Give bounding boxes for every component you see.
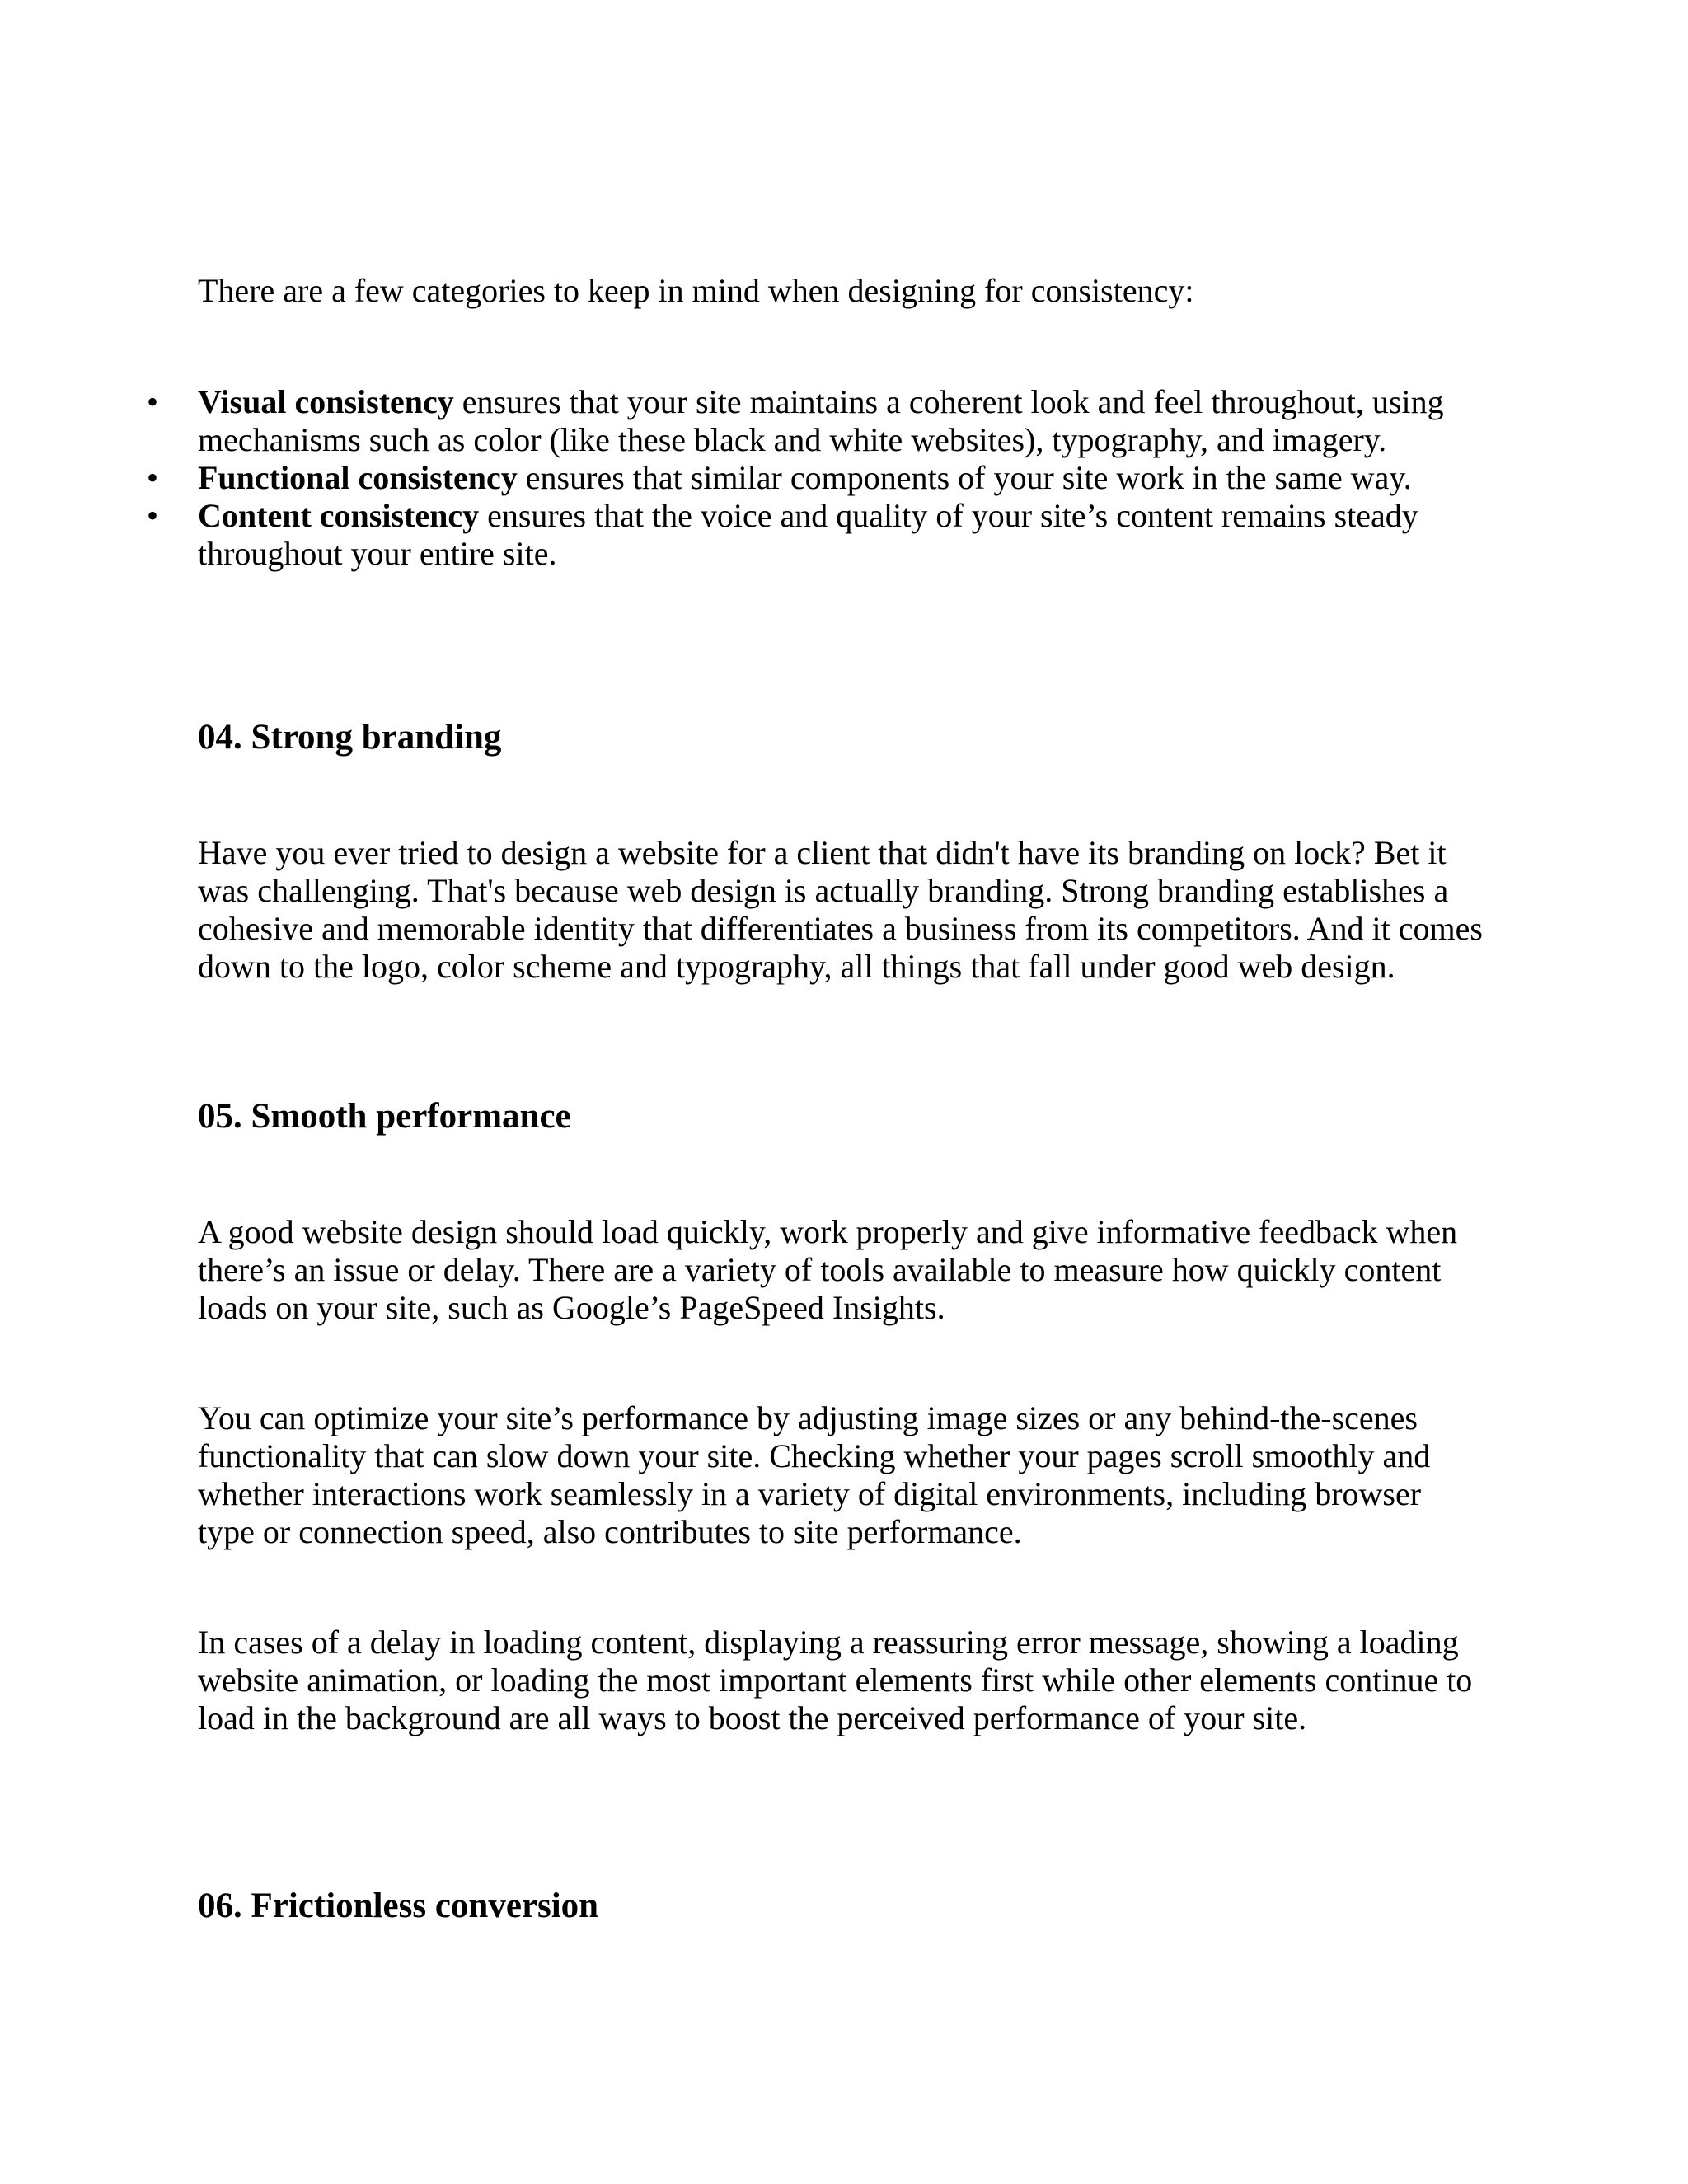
list-item-term: Functional consistency (198, 459, 518, 496)
list-item-term: Content consistency (198, 497, 480, 534)
list-item (147, 459, 1484, 497)
list-item-text: ensures that your site maintains a coherent look and feel throughout, using mechanisms such as color (like these black and white websites), typography, and imagery. (198, 383, 1444, 458)
intro-paragraph: There are a few categories to keep in mind when designing for consistency: (198, 272, 1194, 309)
performance-paragraph-2: You can optimize your site’s performance by adjusting image sizes or any behind-the-scenes functionality that can slow down your site. Checking whether your pages scroll smoothly and whether interactions work seamlessly in a variety of digital environments, including browser type or connection speed, also contributes to site performance. (198, 1399, 1431, 1550)
section-heading-conversion: 06. Frictionless conversion (198, 1886, 599, 1925)
bullet-icon: • (147, 497, 159, 534)
list-item (147, 383, 1484, 459)
list-item-term: Visual consistency (198, 383, 454, 420)
list-item-text: ensures that similar components of your site work in the same way. (517, 459, 1412, 496)
section-heading-performance: 05. Smooth performance (198, 1097, 571, 1136)
consistency-list (147, 383, 1484, 573)
bullet-icon: • (147, 459, 159, 496)
list-item-text: ensures that the voice and quality of your site’s content remains steady throughout your entire site. (198, 497, 1418, 572)
section-heading-branding: 04. Strong branding (198, 718, 502, 757)
branding-paragraph: Have you ever tried to design a website for a client that didn't have its branding on lock? Bet it was challenging. That's because web design is actually branding. Strong branding establishes a cohesive and memorable identity that differentiates a business from its competitors. And it comes down to the logo, color scheme and typography, all things that fall under good web design. (198, 834, 1483, 985)
performance-paragraph-1: A good website design should load quickly, work properly and give informative feedback when there’s an issue or delay. There are a variety of tools available to measure how quickly content loads on your site, such as Google’s PageSpeed Insights. (198, 1213, 1458, 1326)
list-item (147, 497, 1484, 573)
bullet-icon: • (147, 383, 159, 420)
performance-paragraph-3: In cases of a delay in loading content, displaying a reassuring error message, showing a loading website animation, or loading the most important elements first while other elements continue to load in the background are all ways to boost the perceived performance of your site. (198, 1624, 1473, 1736)
